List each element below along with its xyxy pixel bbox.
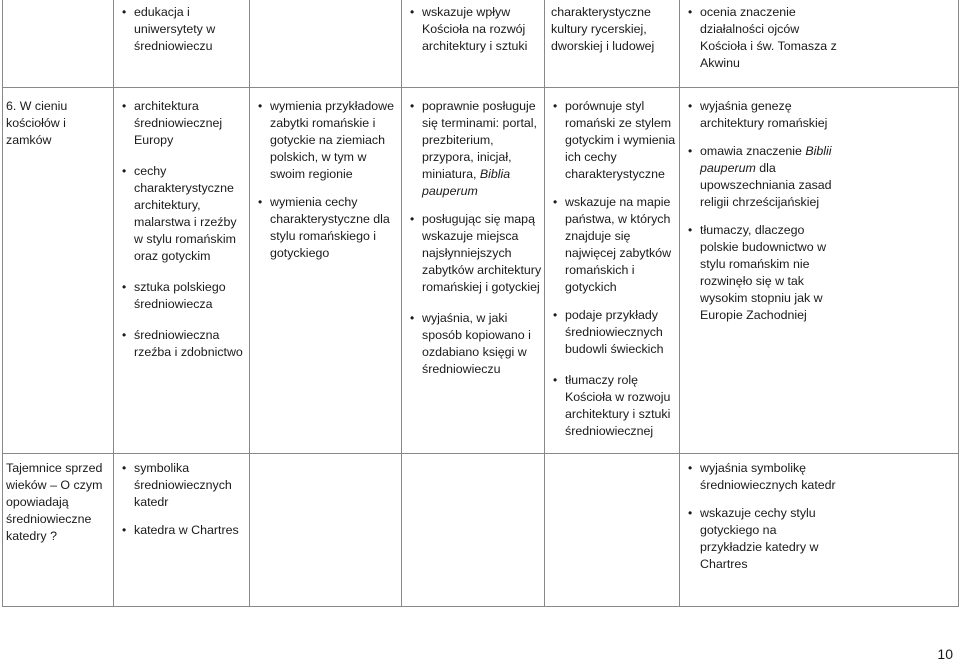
list-item: • wymienia cechy charakterystyczne dla stylu romańskiego i gotyckiego (256, 194, 398, 262)
list-item: • wskazuje cechy stylu gotyckiego na przykładzie katedry w Chartres (686, 505, 836, 573)
list-item: • wskazuje wpływ Kościoła na rozwój architektury i sztuki (408, 4, 542, 55)
list-item: • architektura średniowiecznej Europy (120, 98, 246, 149)
requirement-complete (551, 98, 677, 440)
row-border (2, 453, 959, 454)
list-item: • sztuka polskiego średniowiecza (120, 279, 246, 313)
row-border (2, 606, 959, 607)
list-item: • wyjaśnia genezę architektury romańskiej (686, 98, 836, 132)
list-item: • posługując się mapą wskazuje miejsca najsłynniejszych zabytków architektury romańskiej i gotyckiej (408, 211, 542, 296)
list-item: • wskazuje na mapie państwa, w których znajduje się najwięcej zabytków romańskich i gotyckich (551, 194, 677, 296)
list-item: • poprawnie posługuje się terminami: portal, prezbiterium, przypora, inicjał, miniatura, Biblia pauperum (408, 98, 542, 200)
topic-title: 6. W cieniu kościołów i zamków (6, 99, 68, 147)
requirement-basic (256, 98, 398, 262)
list-item: • podaje przykłady średniowiecznych budowli świeckich (551, 307, 677, 358)
col-border (401, 0, 402, 607)
list-item: • ocenia znaczenie działalności ojców Kościoła i św. Tomasza z Akwinu (686, 4, 846, 72)
requirement-extended (408, 98, 542, 378)
list-item: • wymienia przykładowe zabytki romańskie i gotyckie na ziemiach polskich, w tym w swoim regionie (256, 98, 398, 183)
list-item: • tłumaczy rolę Kościoła w rozwoju architektury i sztuki średniowiecznej (551, 372, 677, 440)
content-column (120, 98, 246, 361)
list-item: • wyjaśnia symbolikę średniowiecznych katedr (686, 460, 836, 494)
row-border (2, 87, 959, 88)
top-cell-content (120, 4, 245, 55)
requirement-advanced (686, 460, 836, 573)
list-item: • średniowieczna rzeźba i zdobnictwo (120, 327, 246, 361)
list-item: • symbolika średniowiecznych katedr (120, 460, 246, 511)
list-item: • katedra w Chartres (120, 522, 246, 539)
col-border (544, 0, 545, 607)
list-item: • porównuje styl romański ze stylem gotyckim i wymienia ich cechy charakterystyczne (551, 98, 677, 183)
list-item: • tłumaczy, dlaczego polskie budownictwo w stylu romańskim nie rozwinęło się w tak wysokim stopniu jak w Europie Zachodniej (686, 222, 836, 324)
list-item: • wyjaśnia, w jaki sposób kopiowano i ozdabiano księgi w średniowieczu (408, 310, 542, 378)
col-border (113, 0, 114, 607)
col-border (958, 0, 959, 607)
col-border (679, 0, 680, 607)
page-number: 10 (937, 646, 953, 662)
col-border (2, 0, 3, 607)
content-column (120, 460, 246, 539)
list-item: • cechy charakterystyczne architektury, malarstwa i rzeźby w stylu romańskim oraz gotyckim (120, 163, 246, 265)
requirement-advanced (686, 98, 836, 324)
list-item: • omawia znaczenie Biblii pauperum dla upowszechniania zasad religii chrześcijańskiej (686, 143, 836, 211)
col-border (249, 0, 250, 607)
top-cell-culture: charakterystyczne kultury rycerskiej, dworskiej i ludowej (551, 5, 655, 53)
top-cell-evaluation (686, 4, 846, 72)
topic-title: Tajemnice sprzed wieków – O czym opowiadają średniowieczne katedry ? (6, 461, 103, 543)
top-cell-influence (408, 4, 542, 55)
list-item: • edukacja i uniwersytety w średniowieczu (120, 4, 245, 55)
